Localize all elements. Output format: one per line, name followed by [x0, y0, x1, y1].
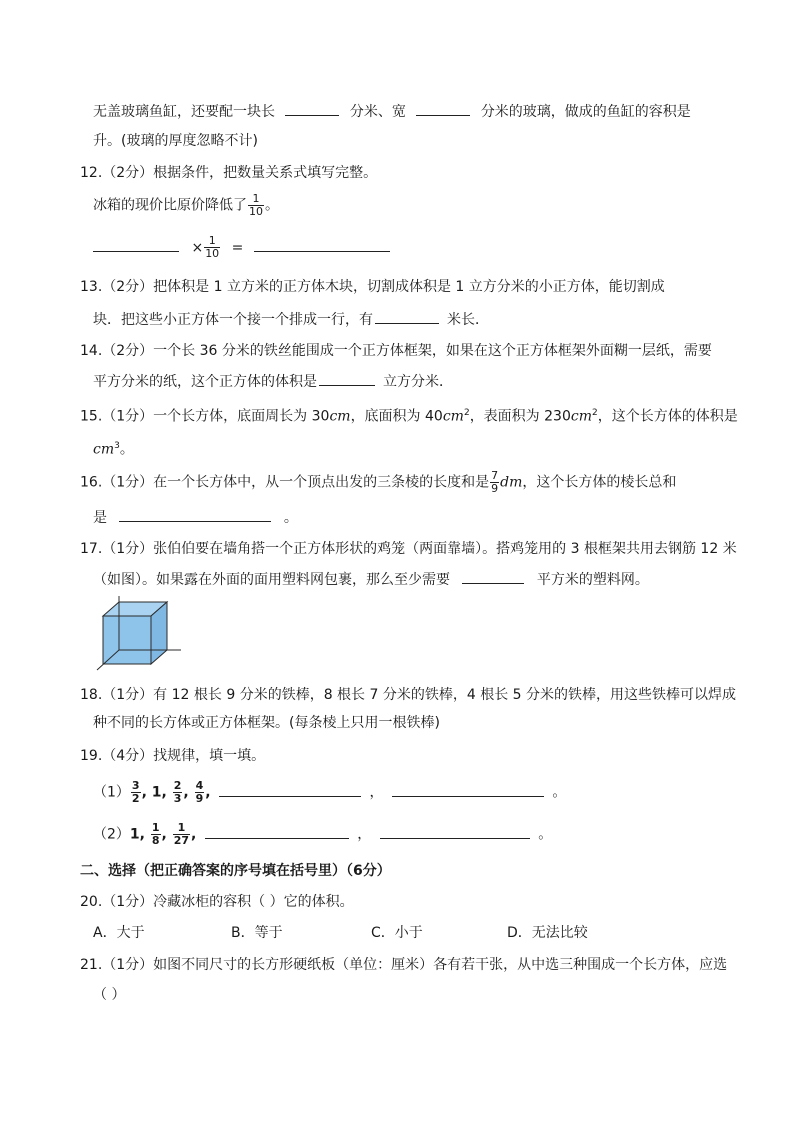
- q15-line1: 15.（1分）一个长方体，底面周长为 30cm，底面积为 $40cm^2$，表面积为 $230cm^2$，这个长方体的体积是: [80, 408, 738, 425]
- q11-text-c: 分米的玻璃，做成的鱼缸的容积是: [480, 104, 691, 120]
- q14-line2: 平方分米的纸，这个正方体的体积是 立方分米．: [93, 371, 453, 392]
- q21-line2: （ ）: [93, 987, 126, 1003]
- q19-p2-blank1[interactable]: [205, 824, 349, 839]
- seq-item: $\frac{1}{27}$: [173, 821, 190, 847]
- q18-line1: 18.（1分）有 12 根长 9 分米的铁棒，8 根长 7 分米的铁棒，4 根长 5 分米的铁棒，用这些铁棒可以焊成: [80, 687, 737, 703]
- option-d[interactable]: D．无法比较: [507, 925, 588, 941]
- q17-line2: （如图）。如果露在外面的面用塑料网包裹，那么至少需要 平方米的塑料网。: [93, 569, 649, 590]
- q21-line1: 21.（1分）如图不同尺寸的长方形硬纸板（单位：厘米）各有若干张，从中选三种围成一个长方体，应选: [80, 957, 728, 973]
- q19-part2: （2）1, $\frac{1}{8}$ , $\frac{1}{27}$ , ， 。: [93, 821, 553, 847]
- q19-head: 19.（4分）找规律，填一填。: [80, 748, 266, 764]
- q18-line2: 种不同的长方体或正方体框架。(每条棱上只用一根铁棒): [93, 715, 440, 731]
- q12-formula: [93, 235, 390, 260]
- q13-blank[interactable]: [375, 309, 439, 324]
- option-c[interactable]: C．小于: [371, 925, 423, 941]
- q12-formula-fraction: $\frac{1}{10}$: [205, 234, 220, 260]
- q20-options: [93, 923, 588, 943]
- option-b[interactable]: B．等于: [231, 925, 283, 941]
- q17-blank[interactable]: [462, 569, 524, 584]
- q12-cond-fraction: $\frac{1}{10}$: [249, 192, 263, 218]
- seq-item: 1: [151, 784, 162, 801]
- q12-blank-left[interactable]: [93, 237, 179, 252]
- q14-line1: 14.（2分）一个长 36 分米的铁丝能围成一个正方体框架，如果在这个正方体框架外面糊一层纸，需要: [80, 343, 712, 359]
- q13-line1: 13.（2分）把体积是 1 立方米的正方体木块，切割成体积是 1 立方分米的小正方体，能切割成: [80, 279, 665, 295]
- option-a[interactable]: A．大于: [93, 925, 145, 941]
- equals-sign: =: [231, 239, 244, 256]
- q17-line1: 17.（1分）张伯伯要在墙角搭一个正方体形状的鸡笼（两面靠墙）。搭鸡笼用的 3 根框架共用去钢筋 12 米: [80, 541, 737, 557]
- cube-figure: [95, 596, 185, 676]
- q19-p2-blank2[interactable]: [380, 824, 530, 839]
- q11-line2: 升。(玻璃的厚度忽略不计): [93, 133, 258, 149]
- seq-item: $\frac{4}{9}$: [195, 779, 204, 805]
- q11-text-a: 无盖玻璃鱼缸，还要配一块长: [93, 104, 275, 120]
- q11-text-b: 分米、宽: [349, 104, 406, 120]
- q20-line1: 20.（1分）冷藏冰柜的容积（ ）它的体积。: [80, 894, 354, 910]
- q12-head: 12.（2分）根据条件，把数量关系式填写完整。: [80, 165, 378, 181]
- seq-item: 1: [129, 826, 140, 843]
- q12-cond-text: 冰箱的现价比原价降低了: [93, 197, 247, 214]
- times-sign: ×: [191, 239, 204, 256]
- seq-item: $\frac{3}{2}$: [131, 779, 140, 805]
- q16-line2: 是 。: [93, 507, 298, 528]
- q19-p1-blank1[interactable]: [219, 782, 361, 797]
- q15-line2: $cm^3$。: [93, 441, 134, 458]
- q19-p1-blank2[interactable]: [392, 782, 544, 797]
- q12-blank-right[interactable]: [254, 237, 390, 252]
- seq-item: $\frac{2}{3}$: [173, 779, 182, 805]
- q16-fraction: $\frac{7}{9}$: [491, 469, 499, 495]
- q11-blank-width[interactable]: [416, 101, 470, 116]
- section-heading: 二、选择（把正确答案的序号填在括号里）（6分）: [80, 863, 391, 879]
- q14-blank[interactable]: [319, 371, 375, 386]
- seq-item: $\frac{1}{8}$: [151, 821, 160, 847]
- q13-line2: 块．把这些小正方体一个接一个排成一行，有 米长．: [93, 309, 489, 330]
- q11-line1: [93, 101, 691, 122]
- q11-blank-length[interactable]: [285, 101, 339, 116]
- q12-condition: 冰箱的现价比原价降低了 $\frac{1}{10}$ 。: [93, 192, 279, 218]
- q19-part1: （1） $\frac{3}{2}$ , 1, $\frac{2}{3}$ , $\frac{4}{9}$ , ， 。: [93, 779, 567, 805]
- q16-blank[interactable]: [119, 507, 271, 522]
- q16-line1: 16.（1分）在一个长方体中，从一个顶点出发的三条棱的长度和是 $\frac{7}{9}$ dm，这个长方体的棱长总和: [80, 469, 677, 495]
- cube-front-face: [103, 616, 151, 664]
